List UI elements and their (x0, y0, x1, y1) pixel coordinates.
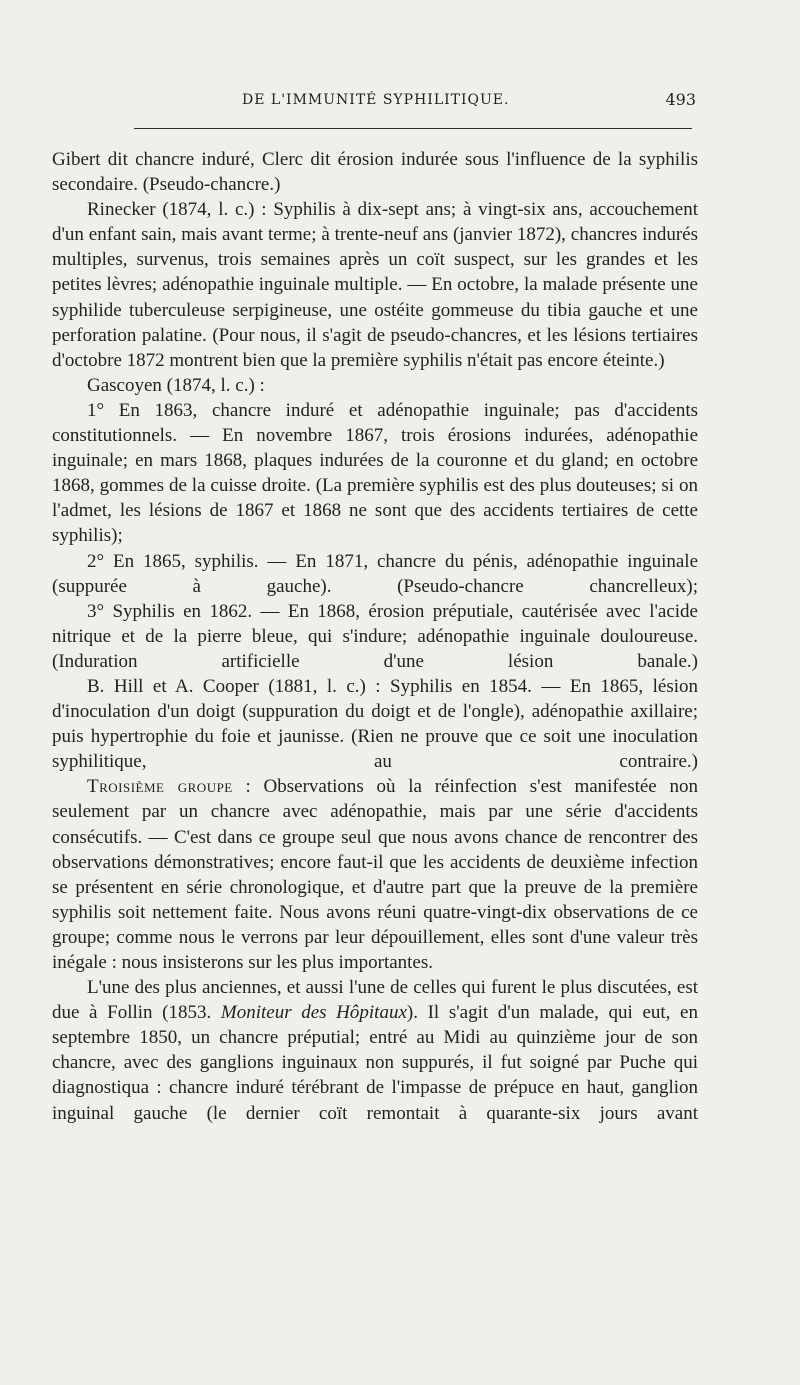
paragraph-text: 3° Syphilis en 1862. — En 1868, érosion préputiale, cautérisée avec l'acide nitrique et de la pierre bleue, qui s'indure; adénopathie inguinale douloureuse. (Induration artificielle d'une lésion banale.) (52, 600, 698, 672)
paragraph-text: ). Il s'agit d'un malade, qui eut, en septembre 1850, un chancre préputial; entré au Midi au quinzième jour de son chancre, avec des ganglions inguinaux non suppurés, il fut soigné par Puche qui diagnostiqua : chancre induré térébrant de l'impasse de prépuce en haut, ganglion inguinal gauche (le dernier coït remontait à quarante-six jours avant (52, 1002, 698, 1124)
paragraph-case-2 (52, 549, 698, 599)
running-title: DE L'IMMUNITÉ SYPHILITIQUE. (242, 92, 510, 108)
paragraph-text: Gibert dit chancre induré, Clerc dit érosion indurée sous l'influence de la syphilis secondaire. (Pseudo-chancre.) (52, 149, 698, 196)
paragraph-text: Gascoyen (1874, l. c.) : (87, 374, 265, 396)
paragraph-case-1 (52, 398, 698, 549)
page-number: 493 (665, 90, 696, 109)
paragraph-text: B. Hill et A. Cooper (1881, l. c.) : Syphilis en 1854. — En 1865, lésion d'inoculation d'un doigt (suppuration du doigt et de l'ongle), adénopathie axillaire; puis hypertrophie du foie et jaunisse. (Rien ne prouve que ce soit une inoculation syphilitique, au contraire.) (52, 675, 698, 773)
running-head (52, 90, 700, 114)
paragraph-text: : Observations où la réinfection s'est manifestée non seulement par un chancre avec adénopathie, mais par une série d'accidents consécutifs. — C'est dans ce groupe seul que nous avons chance de rencontrer des observations démonstratives; encore faut-il que les accidents de deuxième infection se présentent en série chronologique, et d'autre part que la preuve de la première syphilis soit nettement faite. Nous avons réuni quatre-vingt-dix observations de ce groupe; comme nous le verrons par leur dépouillement, elles sont d'une valeur très inégale : nous insisterons sur les plus importantes. (52, 776, 698, 973)
paragraph-text: L'une des plus anciennes, et aussi l'une de celles qui furent le plus discutées, est due à Follin (1853. (52, 977, 698, 1024)
header-rule (134, 128, 692, 129)
paragraph-rinecker (52, 197, 698, 373)
paragraph-hill-cooper (52, 674, 698, 774)
body-text (52, 147, 698, 1126)
paragraph-gibert (52, 147, 698, 197)
paragraph-text: 2° En 1865, syphilis. — En 1871, chancre du pénis, adénopathie inguinale (suppurée à gauche). (Pseudo-chancre chancrelleux); (52, 550, 698, 597)
paragraph-follin (52, 975, 698, 1126)
paragraph-gascoyen (52, 373, 698, 398)
journal-title: Moniteur des Hôpitaux (220, 1002, 407, 1024)
paragraph-troisieme-groupe (52, 774, 698, 975)
section-lead: Troisième groupe (87, 776, 233, 798)
paragraph-case-3 (52, 599, 698, 674)
paragraph-text: 1° En 1863, chancre induré et adénopathie inguinale; pas d'accidents constitutionnels. — En novembre 1867, trois érosions indurées, adénopathie inguinale; en mars 1868, plaques indurées de la couronne et du gland; en octobre 1868, gommes de la cuisse droite. (La première syphilis est des plus douteuses; si on l'admet, les lésions de 1867 et 1868 ne sont que des accidents tertiaires de cette syphilis); (52, 399, 698, 547)
paragraph-text: Rinecker (1874, l. c.) : Syphilis à dix-sept ans; à vingt-six ans, accouchement d'un enfant sain, mais avant terme; à trente-neuf ans (janvier 1872), chancres indurés multiples, survenus, trois semaines après un coït suspect, sur les grandes et les petites lèvres; adénopathie inguinale multiple. — En octobre, la malade présente une syphilide tuberculeuse serpigineuse, une ostéite gommeuse du tibia gauche et une perforation palatine. (Pour nous, il s'agit de pseudo-chancres, et les lésions tertiaires d'octobre 1872 montrent bien que la première syphilis n'était pas encore éteinte.) (52, 199, 698, 371)
